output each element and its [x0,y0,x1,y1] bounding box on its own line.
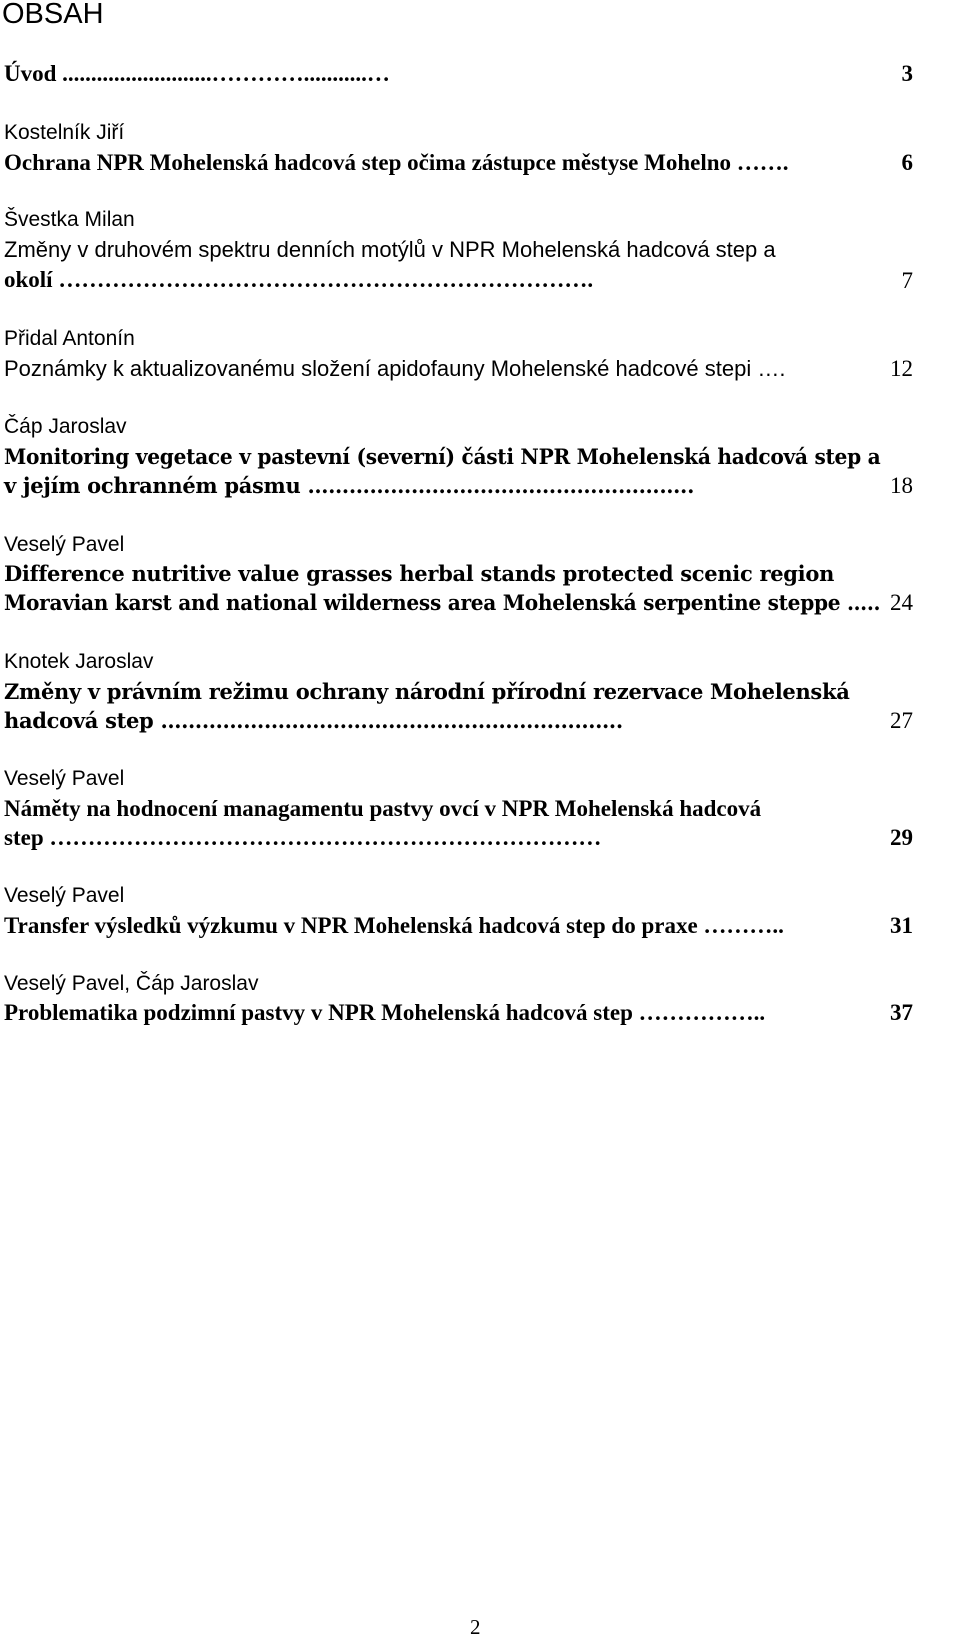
toc-entry-title: hadcová step …………………………………………………………. [4,708,623,733]
toc-entry-title: Změny v právním režimu ochrany národní přírodní rezervace Mohelenská [4,679,850,704]
toc-entry-page: 37 [890,1000,913,1025]
toc-entry-author: Přidal Antonín [4,327,135,350]
toc-entry-page: 7 [901,268,913,293]
page-number: 2 [470,1615,481,1639]
toc-entry-author: Veselý Pavel, Čáp Jaroslav [4,972,259,995]
toc-entry-title: Náměty na hodnocení managamentu pastvy ovcí v NPR Mohelenská hadcová [4,796,762,821]
toc-entry-page: 6 [901,150,913,175]
toc-entry-author: Knotek Jaroslav [4,650,154,673]
toc-entry-page: 31 [890,913,913,938]
toc-intro-page: 3 [901,61,913,86]
toc-entry-title: Ochrana NPR Mohelenská hadcová step očima zástupce městyse Mohelno ……. [4,150,789,175]
toc-intro-label: Úvod ..........................…………...........… [4,61,390,86]
toc-entry-title: Problematika podzimní pastvy v NPR Mohelenská hadcová step …………….. [4,1000,766,1025]
toc-entry-page: 18 [890,473,913,498]
toc-entry-title: Poznámky k aktualizovanému složení apidofauny Mohelenské hadcové stepi …. [4,356,786,381]
toc-entry-page: 12 [890,356,913,381]
toc-entry-page: 24 [890,590,913,615]
toc-entry-title: step ……………………………………………………………… [4,825,602,850]
toc-entry-page: 27 [890,708,913,733]
toc-entry-title: okolí ……………………………………………………………. [4,267,594,292]
toc-entry-author: Čáp Jaroslav [4,415,127,438]
toc-entry-author: Kostelník Jiří [4,121,125,144]
toc-entry-title: Difference nutritive value grasses herbal stands protected scenic region [4,561,835,586]
toc-entry-title: v jejím ochranném pásmu ……………………………………………….. [4,473,695,498]
toc-entry-title: Moravian karst and national wilderness area Mohelenská serpentine steppe ….. [4,590,881,615]
toc-heading: OBSAH [2,0,104,30]
toc-entry-author: Veselý Pavel [4,767,125,790]
toc-entry-author: Veselý Pavel [4,533,125,556]
toc-entry-title: Monitoring vegetace v pastevní (severní) části NPR Mohelenská hadcová step a [4,444,881,469]
toc-entry-title: Transfer výsledků výzkumu v NPR Mohelenská hadcová step do praxe ……….. [4,913,784,938]
toc-entry-author: Veselý Pavel [4,884,125,907]
toc-entry-title: Změny v druhovém spektru denních motýlů v NPR Mohelenská hadcová step a [4,237,776,262]
toc-entry-page: 29 [890,825,913,850]
toc-entry-author: Švestka Milan [4,208,135,231]
